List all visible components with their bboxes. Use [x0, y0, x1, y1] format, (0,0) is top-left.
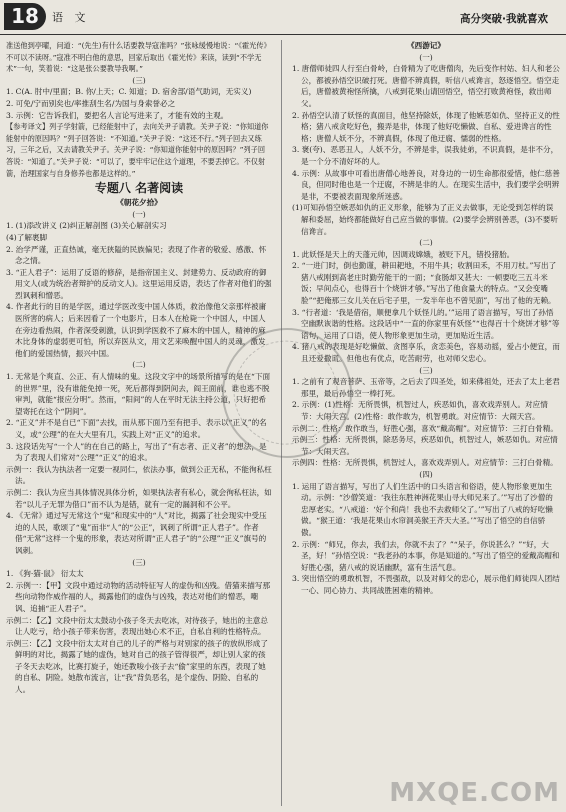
section-heading: (二) [419, 238, 433, 248]
site-watermark: MXQE.COM [389, 778, 560, 808]
answer-line: 2. “一进门时，倒也勤谨，耕田耙地，不用牛具；收割田禾，不用刀杖。”写出了猪八戒刚到高老庄时勤劳能干的一面；“食肠却又甚大：一顿要吃三五斗米饭；早间点心，也得百十个烧饼才够。”写出了他食量大的特点。“又会变嘴脸”“把俺那三女儿关在后宅子里，一发半年也不曾见面”，写出了他的无赖。 [292, 261, 557, 306]
section-heading: (二) [132, 360, 146, 370]
answer-line: 1. 此妖怪是天上的天蓬元帅，因调戏嫦娥，被贬下凡，错投猪胎。 [292, 249, 515, 259]
book-title: 《西游记》 [407, 41, 445, 50]
answer-line: 2. 示例一：【甲】文段中通过动物的活动特征写人的虚伪和凶残。借猫来描写那些向动物作威作福的人，揭露他们的虚伪与凶残，表达对他们的憎恶，嘲讽、追捕“正人君子”。 [6, 580, 271, 613]
answer-line: (1)可知孙悟空嫉恶如仇的正义形象，能够为了正义去做事，无论受到怎样的误解和委屈，始终都能做好自己应当做的事情。(2)要学会辨别善恶，(3)不要听信谗言。 [292, 203, 558, 236]
subject-label: 语 文 [52, 11, 90, 24]
answer-line: 4. 猪八戒的表现是好吃懒做、贪图享乐，贪恋美色，容易动摇，爱占小便宜，而且还爱撒谎。但他也有优点，吃苦耐劳，也对师父忠心。 [292, 342, 560, 364]
answer-line: 示例三：性格：无所畏惧，除恶务尽，疾恶如仇，机智过人，嫉恶如仇。对应情节：大闹天宫。 [292, 435, 558, 456]
answer-line: 2. 孙悟空认清了妖怪的真面目，他坚持除妖，体现了他嫉恶如仇、坚持正义的性格；猪八戒贪吃好色，搬弄是非，体现了他好吃懒做、自私、爱进谗言的性格；唐僧人妖不分，不辨真假，体现了他迂腐、懦弱的性格。 [292, 110, 560, 143]
header-slogan: 高分突破·我就喜欢 [460, 13, 548, 25]
answer-line: 1. 运用了语言描写，写出了人们生活中的口头语言和俗语，使人物形象更加生动。示例：“沙僧笑道：‘我往东胜神洲花果山寻大师兄来了。’”写出了沙僧的忠厚老实。“八戒道：‘好个和尚！我也不去救师父了。’”写出了八戒的好吃懒做。“猴王道：‘我是花果山水帘洞美猴王齐天大圣。’”写出了悟空的自信骄傲。 [292, 481, 553, 537]
page-number: 18 [4, 3, 46, 30]
answer-line: 3. “行者道：‘我是借宿，顺便拿几个妖怪儿的。’”运用了语言描写，写出了孙悟空幽默诙谐的性格。这段话中“一直的你家里有妖怪”“也得百十个烧饼才够”等语句，运用了口语，使人物形象更加生动，更加贴近生活。 [292, 307, 560, 340]
answer-line: 1. 无常是个爽直、公正、有人情味的鬼。这段文字中的场景所描写的是在“下面的世界”里，没有谁能免掉一死，死后都得到阴间去，阎王面前，谁也逃不脱审判，就能“报应分明”。然而，“阳间”的人在平时无法主持公道，只好把希望寄托在这个“阴间”。 [6, 372, 271, 416]
answer-line: 2. “正义”并不是自已“下面”去找，而从那下面乃至有把手、表示以“正义”的名义，或“公理”的在大大里有几，实践上对“正义”的追求。 [6, 418, 267, 439]
section-heading: (三) [132, 557, 146, 567]
answer-line: 2. 示例：“师兄，你去，我们去，你就不去了？”“呆子，你说甚么？”“好，大圣，好！”孙悟空说：“我老孙的本事，你是知道的。”写出了悟空的爱戴高帽和好胜心强，猪八戒的说话幽默，富有生活气息。 [292, 539, 560, 572]
answer-line: 示例二：性格：敢作敢当，好胜心强，喜欢“戴高帽”。对应情节：三打白骨精。 [292, 423, 558, 433]
book-title: 《朝花夕拾》 [116, 198, 162, 208]
answer-line: (4)了解裹脚 [6, 232, 48, 242]
answer-line: 示例二：我认为应当具体情况具体分析，如果执法者有私心，就会徇私枉法，如若“以儿子无罪为借口”而不认为是错，就有一定的漏洞和不公平。 [6, 487, 272, 509]
section-heading: (三) [419, 365, 433, 375]
answer-line: 2. 可免/宁而别矣也/率推刮生名/为国与身索誉必之 [6, 98, 176, 108]
answer-line: 1. 之前有了观音菩萨、玉帝等，之后去了四圣处，如来佛祖处，还去了太上老君那里，最后孙悟空一棒打死。 [292, 377, 560, 398]
section-heading: (一) [419, 52, 433, 62]
section-heading: (三) [132, 75, 146, 85]
answer-line: 4. 示例：从故事中可看出唐僧心地善良，对身边的一切生命都很爱惜，他仁慈善良，但同时他也是一个迂腐，不辨是非的人。在现实生活中，我们要学会明辨是非，不要被表面现象所迷惑。 [292, 168, 560, 201]
answer-line: 4. 《无常》通过写无常这个“鬼”和现实中的“人”对比，揭露了社会现实中受压迫的人民，歌颂了“鬼”而非“人”的“公正”，讽刺了所谓“正人君子”。作者借“无常”这样一个鬼的形象，表达对所谓“正人君子”的“公理”“正义”旗号的讽刺。 [6, 511, 267, 555]
topic-heading: 专题八 名著阅读 [94, 181, 184, 196]
section-heading: (一) [132, 209, 146, 219]
page-header [0, 0, 566, 35]
translation-paragraph: 【参考译文】列子学射箭，已经能射中了，去向关尹子请教。关尹子说：“你知道你能射中的原因吗？”列子回答说：“不知道。”关尹子说：“这还不行。”列子回去又练习，三年之后，又去请教关尹子。关尹子说：“你知道你能射中的原因吗？”列子回答说：“知道了。”关尹子说：“可以了，要牢牢记住这个道理，不要丢掉它。不仅射箭，治理国家与自身修养也都是这样的。” [6, 122, 269, 178]
answer-line: 1. 唐僧师徒四人行至白骨岭，白骨精为了吃唐僧肉，先后变作村姑、妇人和老公公，都被孙悟空识破打死。唐僧不辨真假，听信八戒谗言，怒逐悟空。悟空走后，唐僧被黄袍怪所擒，八戒到花果山请回悟空，悟空打败黄袍怪，救出师父。 [292, 64, 560, 108]
translation-paragraph: 准送他到亭曜，问道：“(先生)有什么话要教导寇准吗？”张咏缓慢地说：“《霍光传》不可以不读呀。”寇准不明白他的意思，回家后取出《霍光传》来读，读到“不学无术”一句，笑着说：“这是张公要教导我啊。” [6, 41, 271, 74]
answer-line: 示例一：我认为执法者一定要一视同仁，依法办事，做到公正无私，不能徇私枉法。 [6, 464, 272, 486]
answer-line: 2. 示例：(1)性格：无所畏惧，机智过人，疾恶如仇，喜欢戏弄别人。对应情节：大闹天宫。(2)性格：敢作敢为，机智勇敢。对应情节：大闹天宫。 [292, 400, 548, 421]
answer-line: 4. 作者此行的目的是学医，通过学医改变中国人体质，救治像他父亲那样被庸医所害的病人；后来因看了一个电影片，日本人在枪毙一个中国人，中国人在旁边看热闹，作者深受刺激，认识到学医救不了麻木的中国人，精神的麻木比身体的虚弱更可怕，所以弃医从文，用文艺来唤醒中国人的灵魂，激发他们的爱国热情，振兴中国。 [6, 302, 267, 358]
answer-line: 3. 示例：它告诉我们，要把名人言论写进来了，才能有效的主观。 [6, 110, 229, 120]
section-heading: (四) [419, 469, 433, 479]
answer-line: 2. 治学严谨，正直热诚，毫无狭隘的民族偏见；表现了作者的敬爱、感激、怀念之情。 [6, 244, 267, 266]
answer-line: 示例四：性格：无所畏惧，机智过人，喜欢戏弄别人。对应情节：三打白骨精。 [292, 458, 558, 468]
answer-line: 3. 这段话先写“一个人”的在自己的路上，写出了“有志者、正义者”的想法，是为了表现人们常对“公理”“正义”的追求。 [6, 441, 267, 463]
answer-line: 1. C(A. 肘中/里面；B. 你/上天；C. 知道；D. 宿舍部/语气助词，无实义) [6, 87, 252, 97]
answer-line: 示例二：【乙】文段中衍太太鼓动小孩子冬天去吃冰，对待孩子，她出的主意总让人吃亏，给小孩子带来伤害，表现出她心术不正，自私自利的性格特点。 [6, 615, 268, 637]
answer-line: 示例三：【乙】文段中衍太太对自己的儿子的严格与对别家的孩子的放纵形成了鲜明的对比，揭露了她的虚伪，她对自己的孩子管得很严，却让别人家的孩子冬天去吃冰，比赛打旋子，她还教唆小孩子去“偷”家里的东西，表现了她的自私、阴险。她散布流言，让“我”背负恶名，是个虚伪、阴险、自私的人。 [6, 638, 268, 695]
answer-line: 1. 《狗·猫·鼠》 衍太太 [6, 569, 84, 579]
answer-line: 3. 褒(夸)、恶恶丑人，人妖不分，不辨是非，误我徒弟，不识真假，是非不分，是一个分不清好坏的人。 [292, 145, 559, 166]
answer-line: 1. (1)添改讲义 (2)纠正解剖图 (3)关心解剖实习 [6, 221, 167, 231]
answer-line: 3. 突出悟空的勇敢机智，不畏强敌，以及对师父的忠心，展示他们师徒四人团结一心、同心协力、共同战胜困难的精神。 [292, 574, 560, 595]
answer-line: 3. “正人君子”：运用了反语的修辞，是指帝国主义、封建势力、反动政府的御用文人(或为统治者辩护的反动文人)。这里运用反语，表达了作者对他们的强烈讽刺和憎恶。 [6, 267, 272, 300]
